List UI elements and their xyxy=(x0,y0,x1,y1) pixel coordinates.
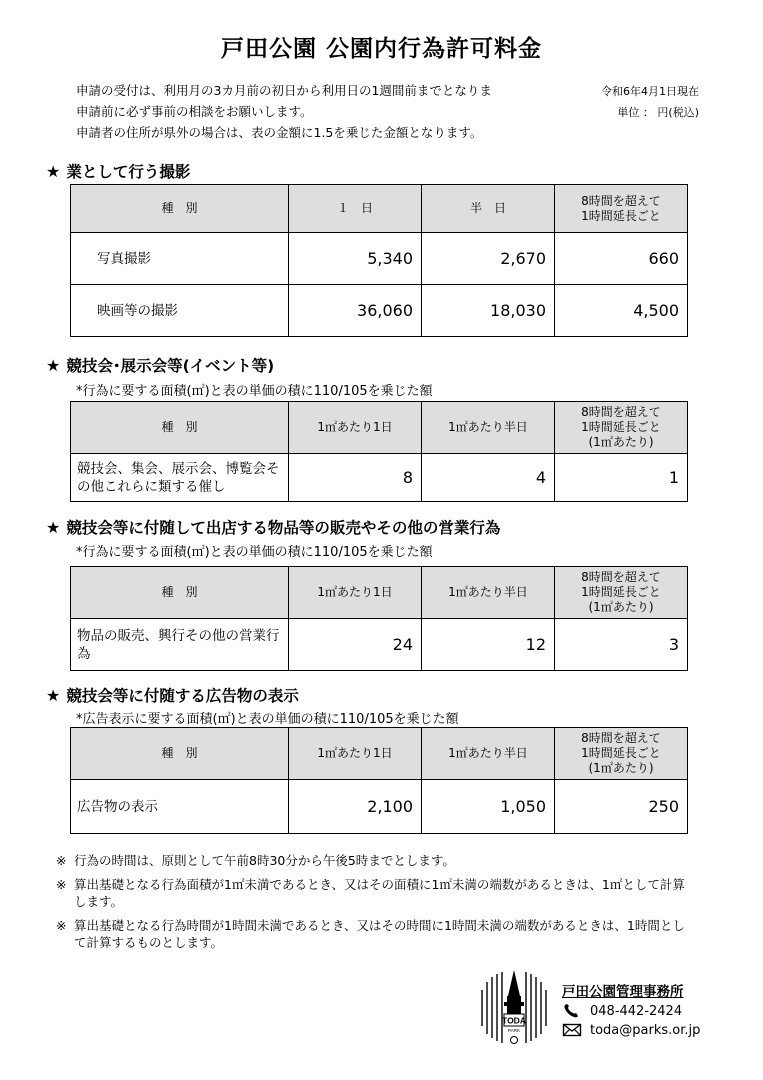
column-header: 8時間を超えて 1時間延長ごと xyxy=(555,185,688,233)
office-name: 戸田公園管理事務所 xyxy=(562,984,684,1000)
table-header-row xyxy=(71,185,688,233)
section-note: *行為に要する面積(㎡)と表の単価の積に110/105を乗じた額 xyxy=(76,545,433,560)
fee-value: 250 xyxy=(555,780,688,834)
fee-value: 24 xyxy=(289,619,422,671)
row-kind: 物品の販売、興行その他の営業行為 xyxy=(71,619,289,671)
table-header-row xyxy=(71,728,688,780)
fee-value: 18,030 xyxy=(422,285,555,337)
office-email: toda@parks.or.jp xyxy=(590,1022,701,1038)
table-row xyxy=(71,285,688,337)
notes xyxy=(56,852,696,958)
note-mark: ※ xyxy=(56,877,67,892)
column-header: 種 別 xyxy=(71,567,289,619)
section-note: *広告表示に要する面積(㎡)と表の単価の積に110/105を乗じた額 xyxy=(76,712,459,727)
fee-value: 660 xyxy=(555,233,688,285)
toda-park-logo xyxy=(478,968,550,1048)
table-header-row xyxy=(71,402,688,454)
note-item xyxy=(56,852,696,869)
column-header: 8時間を超えて 1時間延長ごと (1㎡あたり) xyxy=(555,567,688,619)
table-row xyxy=(71,454,688,502)
row-kind: 広告物の表示 xyxy=(71,780,289,834)
column-header: 1㎡あたり1日 xyxy=(289,728,422,780)
fee-table-sales xyxy=(70,566,688,671)
fee-table-advertising xyxy=(70,727,688,834)
fee-table-photography xyxy=(70,184,688,337)
star-icon: ★ xyxy=(46,162,61,181)
table-header-row xyxy=(71,567,688,619)
note-item xyxy=(56,876,696,910)
row-kind: 映画等の撮影 xyxy=(71,285,289,337)
section-heading: ★ 競技会等に付随して出店する物品等の販売やその他の営業行為 xyxy=(46,518,501,537)
fee-value: 8 xyxy=(289,454,422,502)
fee-value: 2,670 xyxy=(422,233,555,285)
date-unit-block xyxy=(601,81,699,123)
intro-line: 申請者の住所が県外の場合は、表の金額に1.5を乗じた金額となります。 xyxy=(76,125,483,140)
as-of-date: 令和6年4月1日現在 xyxy=(601,85,699,98)
table-row xyxy=(71,233,688,285)
column-header: 種 別 xyxy=(71,185,289,233)
section-heading: ★ 競技会等に付随する広告物の表示 xyxy=(46,686,299,705)
fee-value: 2,100 xyxy=(289,780,422,834)
column-header: 8時間を超えて 1時間延長ごと (1㎡あたり) xyxy=(555,402,688,454)
page-title: 戸田公園 公園内行為許可料金 xyxy=(220,36,542,62)
fee-value: 1,050 xyxy=(422,780,555,834)
note-mark: ※ xyxy=(56,853,67,868)
column-header: 半 日 xyxy=(422,185,555,233)
column-header: 1㎡あたり1日 xyxy=(289,402,422,454)
mail-icon xyxy=(562,1022,582,1038)
fee-table-event xyxy=(70,401,688,502)
column-header: 1㎡あたり半日 xyxy=(422,402,555,454)
fee-value: 36,060 xyxy=(289,285,422,337)
section-heading: ★ 競技会･展示会等(イベント等) xyxy=(46,356,275,375)
column-header: 種 別 xyxy=(71,402,289,454)
fee-value: 1 xyxy=(555,454,688,502)
office-phone: 048-442-2424 xyxy=(590,1003,683,1019)
note-text: 算出基礎となる行為時間が1時間未満であるとき、又はその時間に1時間未満の端数があるときは、1時間として計算するものとします。 xyxy=(74,918,685,950)
mail-row xyxy=(562,1022,700,1038)
fee-value: 5,340 xyxy=(289,233,422,285)
phone-icon xyxy=(562,1003,582,1019)
note-mark: ※ xyxy=(56,918,67,933)
star-icon: ★ xyxy=(46,356,61,375)
intro-line: 申請の受付は、利用月の3カ月前の初日から利用日の1週間前までとなりま xyxy=(76,83,492,98)
column-header: １ 日 xyxy=(289,185,422,233)
phone-row xyxy=(562,1003,700,1019)
row-kind: 写真撮影 xyxy=(71,233,289,285)
fee-value: 12 xyxy=(422,619,555,671)
row-kind: 競技会、集会、展示会、博覧会その他これらに類する催し xyxy=(71,454,289,502)
unit-label: 単位 ： 円(税込) xyxy=(617,106,699,119)
intro-line: 申請前に必ず事前の相談をお願いします。 xyxy=(76,104,313,119)
table-row xyxy=(71,619,688,671)
section-note: *行為に要する面積(㎡)と表の単価の積に110/105を乗じた額 xyxy=(76,384,433,399)
intro-text xyxy=(76,80,492,143)
column-header: 1㎡あたり半日 xyxy=(422,567,555,619)
note-text: 算出基礎となる行為面積が1㎡未満であるとき、又はその面積に1㎡未満の端数があるときは、1㎡として計算します。 xyxy=(74,877,685,909)
office-contact xyxy=(562,980,700,1038)
column-header: 1㎡あたり1日 xyxy=(289,567,422,619)
note-item xyxy=(56,917,696,951)
star-icon: ★ xyxy=(46,518,61,537)
column-header: 1㎡あたり半日 xyxy=(422,728,555,780)
logo-subtext: PARK xyxy=(508,1028,520,1033)
table-row xyxy=(71,780,688,834)
fee-value: 4 xyxy=(422,454,555,502)
note-text: 行為の時間は、原則として午前8時30分から午後5時までとします。 xyxy=(74,853,455,868)
column-header: 種 別 xyxy=(71,728,289,780)
star-icon: ★ xyxy=(46,686,61,705)
logo-text: TODA xyxy=(502,1015,526,1026)
fee-value: 3 xyxy=(555,619,688,671)
fee-value: 4,500 xyxy=(555,285,688,337)
section-heading: ★ 業として行う撮影 xyxy=(46,162,191,181)
column-header: 8時間を超えて 1時間延長ごと (1㎡あたり) xyxy=(555,728,688,780)
